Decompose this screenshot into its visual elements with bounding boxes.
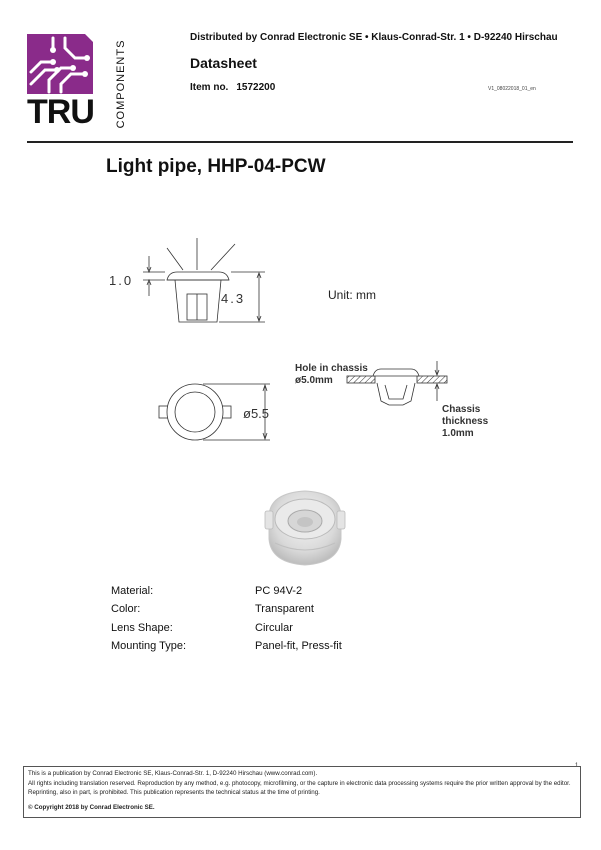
- spec-table: [111, 585, 511, 658]
- product-title: Light pipe, HHP-04-PCW: [106, 156, 326, 177]
- hole-label-line2: ø5.0mm: [295, 375, 333, 386]
- version-code: V1_08022018_01_en: [488, 86, 536, 92]
- spec-value: PC 94V-2: [255, 585, 303, 597]
- product-photo: [255, 483, 355, 568]
- side-view-drawing: [105, 232, 285, 332]
- footer-copyright: © Copyright 2018 by Conrad Electronic SE.: [28, 804, 155, 811]
- logo-components-label: COMPONENTS: [115, 39, 127, 129]
- chassis-label-line3: 1.0mm: [442, 428, 474, 439]
- chassis-label-line1: Chassis: [442, 404, 481, 415]
- top-view-drawing: [155, 380, 290, 448]
- spec-value: Panel-fit, Press-fit: [255, 639, 342, 652]
- dim-label-diameter: ø5.5: [243, 406, 270, 421]
- spec-key: Color:: [111, 603, 141, 616]
- footer-rights-text: All rights including translation reserved. Reproduction by any method, e.g. photocopy, microfilming, or the capture in electronic data processing systems require the prior written approval by the editor. Reprinting, also in part, is prohibited. This publication represents the technical status at the time of printing.: [28, 780, 571, 796]
- spec-row-material: [111, 585, 511, 603]
- distributor-line: Distributed by Conrad Electronic SE • Klaus-Conrad-Str. 1 • D-92240 Hirschau: [190, 32, 558, 43]
- page-number: 1: [575, 763, 579, 769]
- document-title: Datasheet: [190, 55, 257, 71]
- spec-row-mounting-type: [111, 640, 511, 658]
- logo-circuit-mark: [27, 34, 93, 94]
- header-divider: [27, 141, 573, 143]
- dim-label-4-3: 4.3: [221, 291, 246, 306]
- logo-components-text: [113, 34, 129, 134]
- item-number-value: 1572200: [236, 82, 276, 93]
- spec-value: Transparent: [255, 603, 314, 616]
- item-number: [190, 82, 275, 93]
- footer-publisher-line: This is a publication by Conrad Electronic SE, Klaus-Conrad-Str. 1, D-92240 Hirschau (www.conrad.com).: [28, 770, 318, 777]
- item-number-label: Item no.: [190, 82, 229, 93]
- spec-key: Lens Shape:: [111, 621, 173, 634]
- spec-value: Circular: [255, 621, 293, 634]
- dim-label-1-0: 1.0: [109, 273, 134, 288]
- footer-box: [23, 766, 581, 818]
- spec-key: Mounting Type:: [111, 639, 187, 652]
- hole-label-line1: Hole in chassis: [295, 363, 368, 374]
- unit-label: Unit: mm: [328, 288, 376, 302]
- tru-components-logo: [27, 34, 129, 134]
- spec-row-color: [111, 603, 511, 621]
- chassis-label-line2: thickness: [442, 416, 489, 427]
- logo-tru-text: TRU: [27, 93, 94, 131]
- spec-key: Material:: [111, 585, 154, 597]
- spec-row-lens-shape: [111, 622, 511, 640]
- chassis-section-drawing: [285, 355, 500, 465]
